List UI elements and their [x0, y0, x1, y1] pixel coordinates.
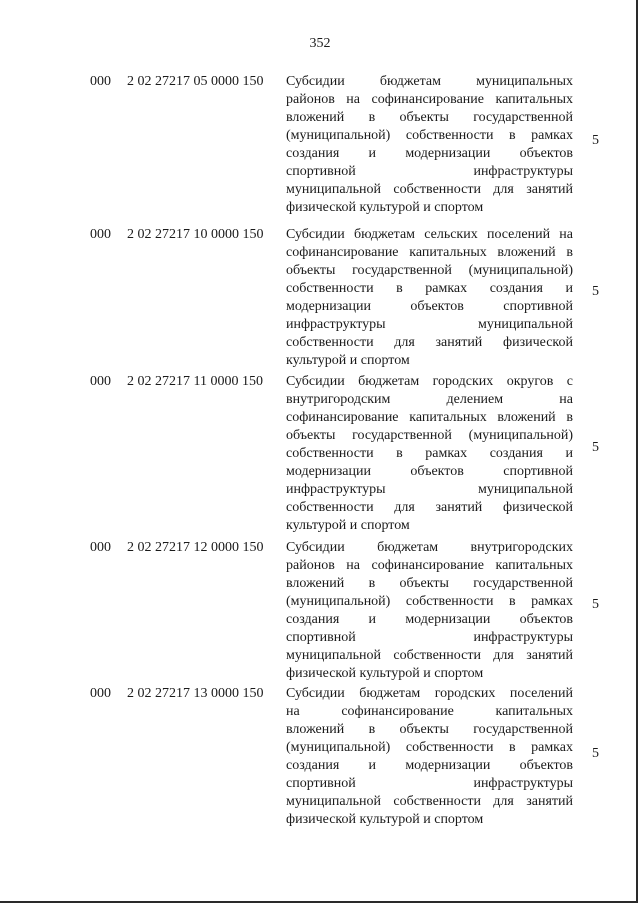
description-line: внутригородским делением на	[286, 392, 573, 407]
description-line: физической культурой и спортом	[286, 812, 484, 827]
description-line: Субсидии бюджетам сельских поселений на	[286, 227, 573, 242]
description-line: инфраструктуры муниципальной	[286, 317, 573, 332]
description-line: (муниципальной) собственности в рамках	[286, 128, 573, 143]
description-line: Субсидии бюджетам внутригородских	[286, 540, 573, 555]
row-value: 5	[592, 133, 599, 148]
page-number: 352	[309, 36, 331, 51]
description-line: муниципальной собственности для занятий	[286, 794, 573, 809]
description-line: инфраструктуры муниципальной	[286, 482, 573, 497]
description-line: софинансирование капитальных вложений в	[286, 410, 573, 425]
description-line: спортивной инфраструктуры	[286, 164, 573, 179]
description-line: вложений в объекты государственной	[286, 576, 573, 591]
budget-code: 2 02 27217 12 0000 150	[127, 540, 264, 555]
row-description	[286, 539, 573, 683]
row-code: 000	[90, 686, 111, 701]
budget-code: 2 02 27217 05 0000 150	[127, 74, 264, 89]
row-description	[286, 685, 573, 829]
description-line: создания и модернизации объектов	[286, 758, 573, 773]
description-line: собственности в рамках создания и	[286, 281, 573, 296]
description-line: физической культурой и спортом	[286, 666, 484, 681]
row-description	[286, 226, 573, 370]
description-line: вложений в объекты государственной	[286, 722, 573, 737]
description-line: создания и модернизации объектов	[286, 612, 573, 627]
description-line: культурой и спортом	[286, 518, 410, 533]
description-line: спортивной инфраструктуры	[286, 630, 573, 645]
description-line: физической культурой и спортом	[286, 200, 484, 215]
description-line: софинансирование капитальных вложений в	[286, 245, 573, 260]
row-value: 5	[592, 440, 599, 455]
row-value: 5	[592, 284, 599, 299]
row-value: 5	[592, 746, 599, 761]
description-line: вложений в объекты государственной	[286, 110, 573, 125]
description-line: Субсидии бюджетам муниципальных	[286, 74, 573, 89]
row-code: 000	[90, 540, 111, 555]
row-code: 000	[90, 227, 111, 242]
description-line: муниципальной собственности для занятий	[286, 648, 573, 663]
description-line: культурой и спортом	[286, 353, 410, 368]
row-code: 000	[90, 374, 111, 389]
description-line: (муниципальной) собственности в рамках	[286, 740, 573, 755]
description-line: муниципальной собственности для занятий	[286, 182, 573, 197]
description-line: спортивной инфраструктуры	[286, 776, 573, 791]
row-description	[286, 73, 573, 217]
row-description	[286, 373, 573, 535]
description-line: объекты государственной (муниципальной)	[286, 428, 573, 443]
description-line: Субсидии бюджетам городских поселений	[286, 686, 573, 701]
budget-code: 2 02 27217 13 0000 150	[127, 686, 264, 701]
description-line: собственности для занятий физической	[286, 335, 573, 350]
description-line: (муниципальной) собственности в рамках	[286, 594, 573, 609]
description-line: собственности для занятий физической	[286, 500, 573, 515]
description-line: модернизации объектов спортивной	[286, 299, 573, 314]
description-line: модернизации объектов спортивной	[286, 464, 573, 479]
row-code: 000	[90, 74, 111, 89]
description-line: Субсидии бюджетам городских округов с	[286, 374, 573, 389]
budget-code: 2 02 27217 11 0000 150	[127, 374, 263, 389]
description-line: объекты государственной (муниципальной)	[286, 263, 573, 278]
description-line: на софинансирование капитальных	[286, 704, 573, 719]
description-line: собственности в рамках создания и	[286, 446, 573, 461]
budget-code: 2 02 27217 10 0000 150	[127, 227, 264, 242]
row-value: 5	[592, 597, 599, 612]
description-line: районов на софинансирование капитальных	[286, 92, 573, 107]
description-line: создания и модернизации объектов	[286, 146, 573, 161]
description-line: районов на софинансирование капитальных	[286, 558, 573, 573]
